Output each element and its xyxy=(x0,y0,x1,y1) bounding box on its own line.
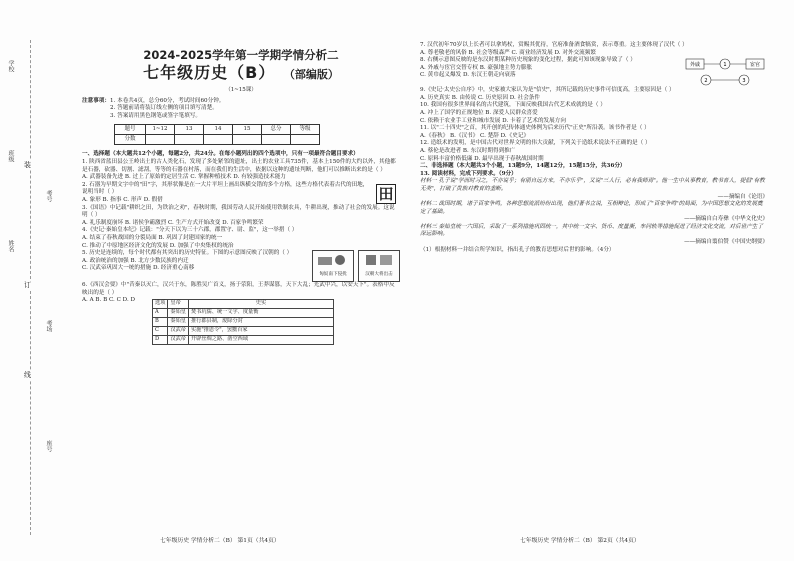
question-options: C. 依赖于农业手工业和城市发展 D. 卡着了艺术的发展方向 xyxy=(420,117,566,124)
cycle-diagram-q8 xyxy=(684,57,768,87)
binding-label-exam-no: 考号 xyxy=(45,190,52,202)
binding-label-school: 学校 xyxy=(7,60,14,72)
diagram-node: 外戚 xyxy=(689,62,701,69)
question-options: A. 礼乐制度崩坏 B. 诸侯争霸激烈 C. 生产方式开始改变 D. 百家争鸣繁荣 xyxy=(82,219,264,226)
question-text: 9.《史记·太史公自序》中，史家被大家认为是"信史"，其所记载的历史事件可信度高，主要原因是（ ） xyxy=(420,87,675,94)
section-heading: 一、选择题（本大题共12个小题，每题2分，共24分。在每小题列出的四个选项中，只有一项最符合题目要求） xyxy=(82,151,359,158)
footer-right: 七年级历史 学情分析二（B） 第2页（共4页） xyxy=(520,538,640,544)
score-table-score-row xyxy=(115,135,320,145)
table-cell: 汉武帝 xyxy=(168,327,189,336)
binding-word-xian: 线 xyxy=(24,371,31,379)
score-cell: 15 xyxy=(233,125,262,135)
table-cell: A xyxy=(153,309,168,318)
question-options: A. 蔡伦是改进者 B. 东汉时期得到推广 xyxy=(420,147,516,154)
horse-rider-icon xyxy=(314,251,352,269)
material-text: 材料二 战国时期，诸子百家争鸣，各种思想流派纷纷出现，他们著书立说，互相辩论，形成了"百家争鸣"的局面，为中国思想文化的发展奠定了基础。 xyxy=(420,201,763,215)
table-cell: 秦始皇 xyxy=(168,318,189,327)
binding-label-room: 考场 xyxy=(45,320,52,332)
question-options: A. 历史真实 B. 由传说 C. 历史原因 D. 社会条件 xyxy=(420,94,540,101)
figure-q5-left-caption: 匈奴南下侵扰 xyxy=(319,271,347,277)
binding-label-name: 姓名 xyxy=(7,240,14,252)
table-row xyxy=(153,318,334,327)
question-options: C. 原料丰富价格低廉 D. 最早出现于春秋战国时期 xyxy=(420,155,544,162)
question-text: 2. 石器为早期文字中的"田"字，其形状像是在一大片平坦上画出纵横交错的多个方格，这些方格代表着古代的田地，说明当时（ ） xyxy=(82,181,369,196)
question-text: 3.《国语》中记载"耕织之田，为铁治之劝"，春秋时期，我国劳动人民开始使用铁制农具，牛耕出现，推动了社会的发展。这说明（ ） xyxy=(82,204,395,219)
score-cell: 分数 xyxy=(115,135,146,145)
question-options: A. A B. B C. C D. D xyxy=(82,297,135,304)
score-cell: 1~12 xyxy=(146,125,175,135)
table-cell: B xyxy=(153,318,168,327)
question-text: 4.《史记·秦始皇本纪》记载："分天下以为三十六郡，郡置守、尉、监"，这一举措（ ） xyxy=(82,227,298,234)
table-row xyxy=(153,336,334,345)
score-input-cell[interactable] xyxy=(175,135,204,145)
edition-label: （部编版） xyxy=(289,68,339,81)
table-head-cell: 选项 xyxy=(153,300,168,309)
question-options: A. 武器装备先进 B. 过上了原始的定居生活 C. 掌握种植技术 D. 有较强造技术能力 xyxy=(82,174,286,181)
score-cell: 题号 xyxy=(115,125,146,135)
notice-item: 1. 本卷共4页，总分60分，考试时间60分钟。 xyxy=(109,97,225,104)
table-cell: 推行郡县制，废除分封 xyxy=(188,318,333,327)
table-row xyxy=(153,309,334,318)
question-options: A. 政治统治的加强 B. 北方少数民族的内迁 xyxy=(82,257,189,264)
table-row xyxy=(153,300,334,309)
table-head-cell: 皇帝 xyxy=(168,300,189,309)
binding-label-seat: 座号 xyxy=(45,440,52,452)
notice-heading: 注意事项： xyxy=(82,97,110,104)
diagram-node: 2 xyxy=(704,78,708,85)
lesson-range: （1~15课） xyxy=(225,87,257,93)
question-options: A. 结束了春秋战国的分裂局面 B. 巩固了封建国家的统一 xyxy=(82,234,223,241)
question-options: A. 象形 B. 指事 C. 形声 D. 假借 xyxy=(82,196,163,203)
score-input-cell[interactable] xyxy=(262,135,291,145)
figure-q5 xyxy=(312,250,400,282)
binding-strip xyxy=(2,40,62,540)
question-options: A. 尊老敬老的风俗 B. 社会等级森严 C. 商业经济发展 D. 对外交流频繁 xyxy=(420,49,596,56)
table-cell: 焚书坑儒、统一文字、度量衡 xyxy=(188,309,333,318)
question-heading: 13. 阅读材料，完成下列要求。（9分） xyxy=(420,170,517,177)
subject-name: 七年级历史（B） xyxy=(143,63,276,82)
score-cell: 13 xyxy=(175,125,204,135)
left-column xyxy=(82,42,400,347)
notice-block xyxy=(82,98,400,121)
diagram-node: 宦官 xyxy=(749,62,761,69)
question-options: A. 外戚与宦官交替专权 B. 豪强地主势力膨胀 xyxy=(420,64,533,71)
diagram-node: 1 xyxy=(723,62,727,69)
question-options: C. 推动了中原地区经济文化的发展 D. 加强了中央集权的统治 xyxy=(82,242,234,249)
section-heading: 二、非选择题（本大题共3个小题，13题9分，14题12分，15题15分，共36分） xyxy=(420,163,626,170)
score-cell: 等级 xyxy=(291,125,320,135)
binding-word-ding: 订 xyxy=(24,281,31,289)
question-text: 11. 以"二十四史"之首，其开创的纪传体通史体例为后来历代"正史"所沿袭。该书作者是（ ） xyxy=(420,125,650,132)
table-cell: D xyxy=(153,336,168,345)
table-cell: 汉武帝 xyxy=(168,336,189,345)
table-head-cell: 史实 xyxy=(188,300,333,309)
table-cell: 开辟丝绸之路、凿空西域 xyxy=(188,336,333,345)
exam-subject xyxy=(82,62,400,86)
material-text: 材料三 秦始皇统一六国后，采取了一系列措施巩固统一，其中统一文字、货币、度量衡，车同轨等措施促进了经济文化交流，对后世产生了深远影响。 xyxy=(420,223,763,238)
score-input-cell[interactable] xyxy=(146,135,175,145)
army-icon xyxy=(360,251,398,269)
question-text: 7. 汉代初年70岁以上长者可以拿鸠杖，赏赐其优待，官府准备酒食犒赏，表示尊重。这主要体现了汉代（ ） xyxy=(420,42,688,48)
table-row xyxy=(153,327,334,336)
diagram-node: 3 xyxy=(742,78,746,85)
material-source: ——摘编自白寿彝《中华文化史》 xyxy=(684,216,768,223)
question-text: 6.《西汉会要》中"昔秦以灭亡，汉兴于东，陈胜吴广首义，扬于荥阳，王莽谋篡，天下大乱；光武中兴，以安天下"。表格中反映出的是（ ） xyxy=(82,282,395,296)
binding-word-zhuang: 装 xyxy=(24,161,31,169)
figure-q5-right xyxy=(358,250,400,282)
right-column xyxy=(420,42,768,254)
table-cell: C xyxy=(153,327,168,336)
question-options: A.《春秋》 B.《汉书》 C. 楚辞 D.《史记》 xyxy=(420,132,530,139)
material-text: 材料一 孔子说"学而时习之，不亦说乎；有朋自远方来，不亦乐乎"，又说"三人行，必有我师焉"。他一生中从事教育，教书育人，提倡"有教无类"，打破了贵族对教育的垄断。 xyxy=(420,178,765,192)
question-text: 10. 我国有很多世界闻名的古代建筑，下面反映我国古代艺术成就的是（ ） xyxy=(420,102,606,109)
binding-label-class: 班级 xyxy=(7,150,14,162)
question-text: 1. 陕西省蓝田县公王岭出土的古人类化石，发现了多处紧邻的遗址，出土的农业工具735件，基本上150件的大约以外，其他都是石器，砍器、切割、滤刮，等等的石器在村落，而在我们的生活中，依据以这种的遗址判断，他们可以推断出来的是（ ） xyxy=(82,158,396,173)
table-cell: 秦始皇 xyxy=(168,309,189,318)
question-options: C. 黄巾起义爆发 D. 东汉王朝走向衰落 xyxy=(420,72,516,79)
question-options: A. 冲上了国学的正规地位 B. 深爱人民群众喜爱 xyxy=(420,109,538,116)
table-q6 xyxy=(152,299,334,345)
score-cell: 总分 xyxy=(262,125,291,135)
score-input-cell[interactable] xyxy=(291,135,320,145)
score-input-cell[interactable] xyxy=(204,135,233,145)
question-text: 8. 右侧示意图反映的是东汉时期某种历史现象的变化过程，据此可知该现象导致了（ ） xyxy=(420,57,636,64)
question-text: 5. 历史是连续的，每个时代都有其突出的历史特征。下图的示意图反映了汉朝的（ ） xyxy=(82,250,293,257)
field-glyph-figure: 田 xyxy=(376,184,396,204)
question-text: 12. 造纸术的发明，是中国古代对世界文明的伟大贡献，下列关于造纸术说法不正确的是（ ） xyxy=(420,140,651,147)
question-options: C. 汉武帝巩固大一统的措施 D. 经济重心南移 xyxy=(82,265,195,272)
question-prompt: （1）根据材料一并结合所学知识，指出孔子的教育思想对后世的影响。（4分） xyxy=(420,246,615,253)
score-table-header-row xyxy=(115,125,320,135)
material-source: ——摘编自翦伯赞《中国史纲要》 xyxy=(684,239,768,246)
score-table xyxy=(114,124,320,145)
figure-q5-right-caption: 汉朝大将出击 xyxy=(365,271,393,277)
notice-item: 3. 答案请用黑色钢笔或签字笔填写。 xyxy=(109,112,202,119)
score-cell: 14 xyxy=(204,125,233,135)
score-input-cell[interactable] xyxy=(233,135,262,145)
material-source: ——摘编自《论语》 xyxy=(717,193,768,200)
footer-left: 七年级历史 学情分析二（B） 第1页（共4页） xyxy=(160,538,280,544)
exam-title: 2024-2025学年第一学期学情分析二 xyxy=(143,48,339,62)
table-cell: 实施"推恩令"，罢黜百家 xyxy=(188,327,333,336)
figure-q5-left xyxy=(312,250,354,282)
q6-options xyxy=(82,297,152,347)
notice-item: 2. 答题前请将装订线左侧的项目填写清楚。 xyxy=(109,105,218,112)
